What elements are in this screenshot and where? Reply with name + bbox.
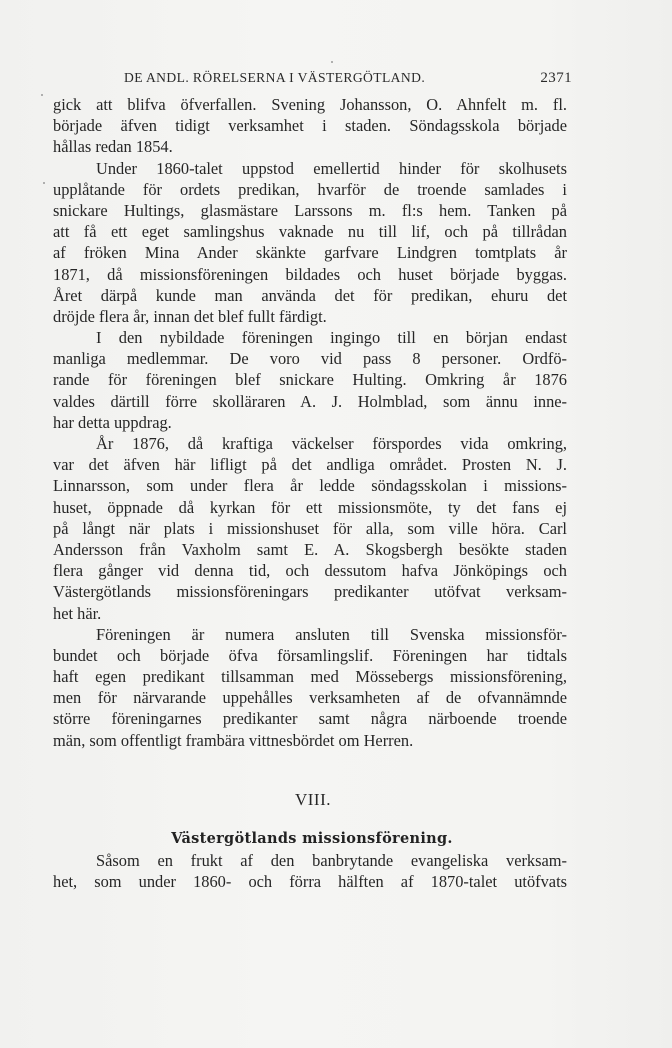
text-line: af fröken Mina Ander skänkte garfvare Lindgren tomtplats år: [53, 243, 567, 263]
text-line: större föreningarnes predikanter samt några närboende troende: [53, 709, 567, 729]
text-line: snickare Hultings, glasmästare Larssons m. fl:s hem. Tanken på: [53, 200, 567, 220]
text-line: Andersson från Vaxholm samt E. A. Skogsbergh besökte staden: [53, 539, 567, 559]
text-line: på långt när plats i missionshuset för alla, som ville höra. Carl: [53, 518, 567, 538]
text-line: män, som offentligt frambära vittnesbördet om Herren.: [53, 730, 414, 750]
text-line: flera gånger vid denna tid, och dessutom hafva Jönköpings och: [53, 561, 567, 581]
text-line: men för närvarande uppehålles verksamheten af de ofvannämnde: [53, 688, 567, 708]
text-line: har detta uppdrag.: [53, 412, 172, 432]
text-line: 1871, då missionsföreningen bildades och huset började byggas.: [53, 264, 567, 284]
paragraph-start: Under 1860-talet uppstod emellertid hinder för skolhusets: [96, 158, 567, 178]
paragraph-start: Föreningen är numera ansluten till Svenska missionsför-: [96, 624, 567, 644]
text-line: att få ett eget samlingshus vaknade nu till lif, och på tillrådan: [53, 222, 567, 242]
text-line: valdes därtill förre skolläraren A. J. Holmblad, som ännu inne-: [53, 391, 567, 411]
text-line: haft egen predikant tillsamman med Mössebergs missionsförening,: [53, 667, 567, 687]
body-text: [53, 94, 567, 892]
print-speck: [43, 182, 45, 184]
text-line: het, som under 1860- och förra hälften af 1870-talet utöfvats: [53, 872, 567, 891]
chapter-number: VIII.: [294, 789, 331, 809]
paragraph-start: I den nybildade föreningen ingingo till en början endast: [96, 328, 567, 348]
paragraph-start: Såsom en frukt af den banbrytande evangeliska verksam-: [96, 850, 567, 870]
text-line: bundet och började öfva församlingslif. Föreningen har tidtals: [53, 645, 567, 665]
text-line: gick att blifva öfverfallen. Svening Johansson, O. Ahnfelt m. fl.: [53, 95, 567, 114]
text-line: dröjde flera år, innan det blef fullt färdigt.: [53, 306, 327, 326]
text-line: Året därpå kunde man använda det för predikan, ehuru det: [53, 285, 567, 305]
paragraph-start: År 1876, då kraftiga väckelser förspordes vida omkring,: [96, 434, 567, 453]
text-line: huset, öppnade då kyrkan för ett missionsmöte, ty det fans ej: [53, 497, 567, 517]
text-line: Västergötlands missionsföreningars predikanter utöfvat verksam-: [53, 582, 567, 602]
text-line: var det äfven här lifligt på det andliga området. Prosten N. J.: [53, 455, 567, 475]
text-line: rande för föreningen blef snickare Hulting. Omkring år 1876: [53, 370, 567, 390]
chapter-title: Västergötlands missionsförening.: [171, 829, 453, 847]
text-line: Linnarsson, som under flera år ledde söndagsskolan i missions-: [53, 476, 567, 496]
text-line: manliga medlemmar. De voro vid pass 8 personer. Ordfö-: [53, 349, 567, 369]
text-line: hållas redan 1854.: [53, 137, 173, 157]
print-speck: [41, 94, 43, 96]
page-number: 2371: [540, 70, 572, 86]
text-line: upplåtande för ordets predikan, hvarför de troende samlades i: [53, 179, 567, 199]
text-line: började äfven tidigt verksamhet i staden. Söndagsskola började: [53, 116, 567, 136]
running-title: DE ANDL. RÖRELSERNA I VÄSTERGÖTLAND.: [124, 70, 426, 85]
print-speck: [331, 61, 333, 63]
text-line: het här.: [53, 603, 102, 623]
